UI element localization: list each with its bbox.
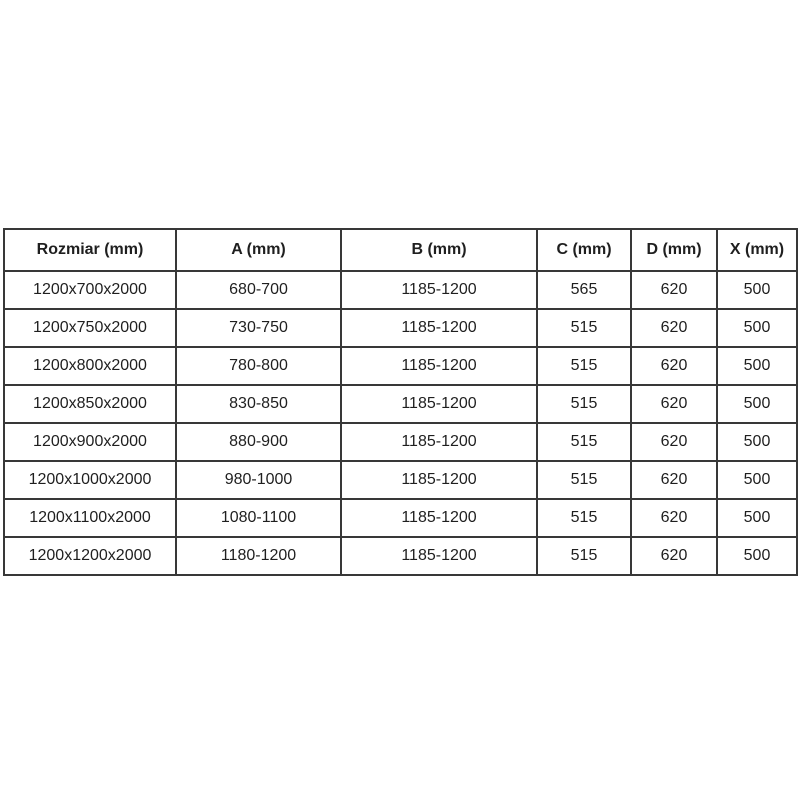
table-cell: 1185-1200 (341, 309, 537, 347)
table-cell: 620 (631, 385, 717, 423)
table-cell: 1200x700x2000 (4, 271, 176, 309)
column-header: Rozmiar (mm) (4, 229, 176, 271)
table-cell: 680-700 (176, 271, 341, 309)
table-cell: 830-850 (176, 385, 341, 423)
table-cell: 620 (631, 309, 717, 347)
table-cell: 1185-1200 (341, 423, 537, 461)
table-cell: 515 (537, 461, 631, 499)
table-cell: 1185-1200 (341, 537, 537, 575)
table-cell: 780-800 (176, 347, 341, 385)
table-body (4, 271, 797, 575)
table-cell: 620 (631, 461, 717, 499)
table-cell: 1185-1200 (341, 271, 537, 309)
table-row (4, 423, 797, 461)
size-spec-table (3, 228, 798, 576)
table-cell: 500 (717, 499, 797, 537)
table-cell: 1200x900x2000 (4, 423, 176, 461)
table-row (4, 499, 797, 537)
table-cell: 515 (537, 423, 631, 461)
table-cell: 515 (537, 499, 631, 537)
table-cell: 1080-1100 (176, 499, 341, 537)
table-cell: 500 (717, 385, 797, 423)
column-header: A (mm) (176, 229, 341, 271)
table-cell: 1185-1200 (341, 385, 537, 423)
column-header: B (mm) (341, 229, 537, 271)
table-cell: 500 (717, 309, 797, 347)
table-cell: 1180-1200 (176, 537, 341, 575)
table-cell: 620 (631, 537, 717, 575)
table-cell: 515 (537, 537, 631, 575)
table-cell: 880-900 (176, 423, 341, 461)
column-header: X (mm) (717, 229, 797, 271)
table-row (4, 537, 797, 575)
table-cell: 1200x750x2000 (4, 309, 176, 347)
table-cell: 1200x1100x2000 (4, 499, 176, 537)
table-cell: 500 (717, 271, 797, 309)
table-row (4, 309, 797, 347)
table-row (4, 461, 797, 499)
table-row (4, 385, 797, 423)
table-cell: 500 (717, 537, 797, 575)
table-cell: 500 (717, 461, 797, 499)
table-row (4, 271, 797, 309)
table-cell: 565 (537, 271, 631, 309)
column-header: C (mm) (537, 229, 631, 271)
table-cell: 1200x850x2000 (4, 385, 176, 423)
table-cell: 620 (631, 271, 717, 309)
table-cell: 730-750 (176, 309, 341, 347)
table-cell: 620 (631, 423, 717, 461)
table-cell: 1185-1200 (341, 461, 537, 499)
table-cell: 515 (537, 385, 631, 423)
table-cell: 980-1000 (176, 461, 341, 499)
table-cell: 500 (717, 347, 797, 385)
table-cell: 620 (631, 347, 717, 385)
table-cell: 1200x1200x2000 (4, 537, 176, 575)
table-cell: 1200x800x2000 (4, 347, 176, 385)
table-cell: 1185-1200 (341, 347, 537, 385)
table-cell: 515 (537, 347, 631, 385)
header-row (4, 229, 797, 271)
table-cell: 620 (631, 499, 717, 537)
table-cell: 1185-1200 (341, 499, 537, 537)
table-cell: 1200x1000x2000 (4, 461, 176, 499)
table-cell: 500 (717, 423, 797, 461)
column-header: D (mm) (631, 229, 717, 271)
table-row (4, 347, 797, 385)
table-cell: 515 (537, 309, 631, 347)
